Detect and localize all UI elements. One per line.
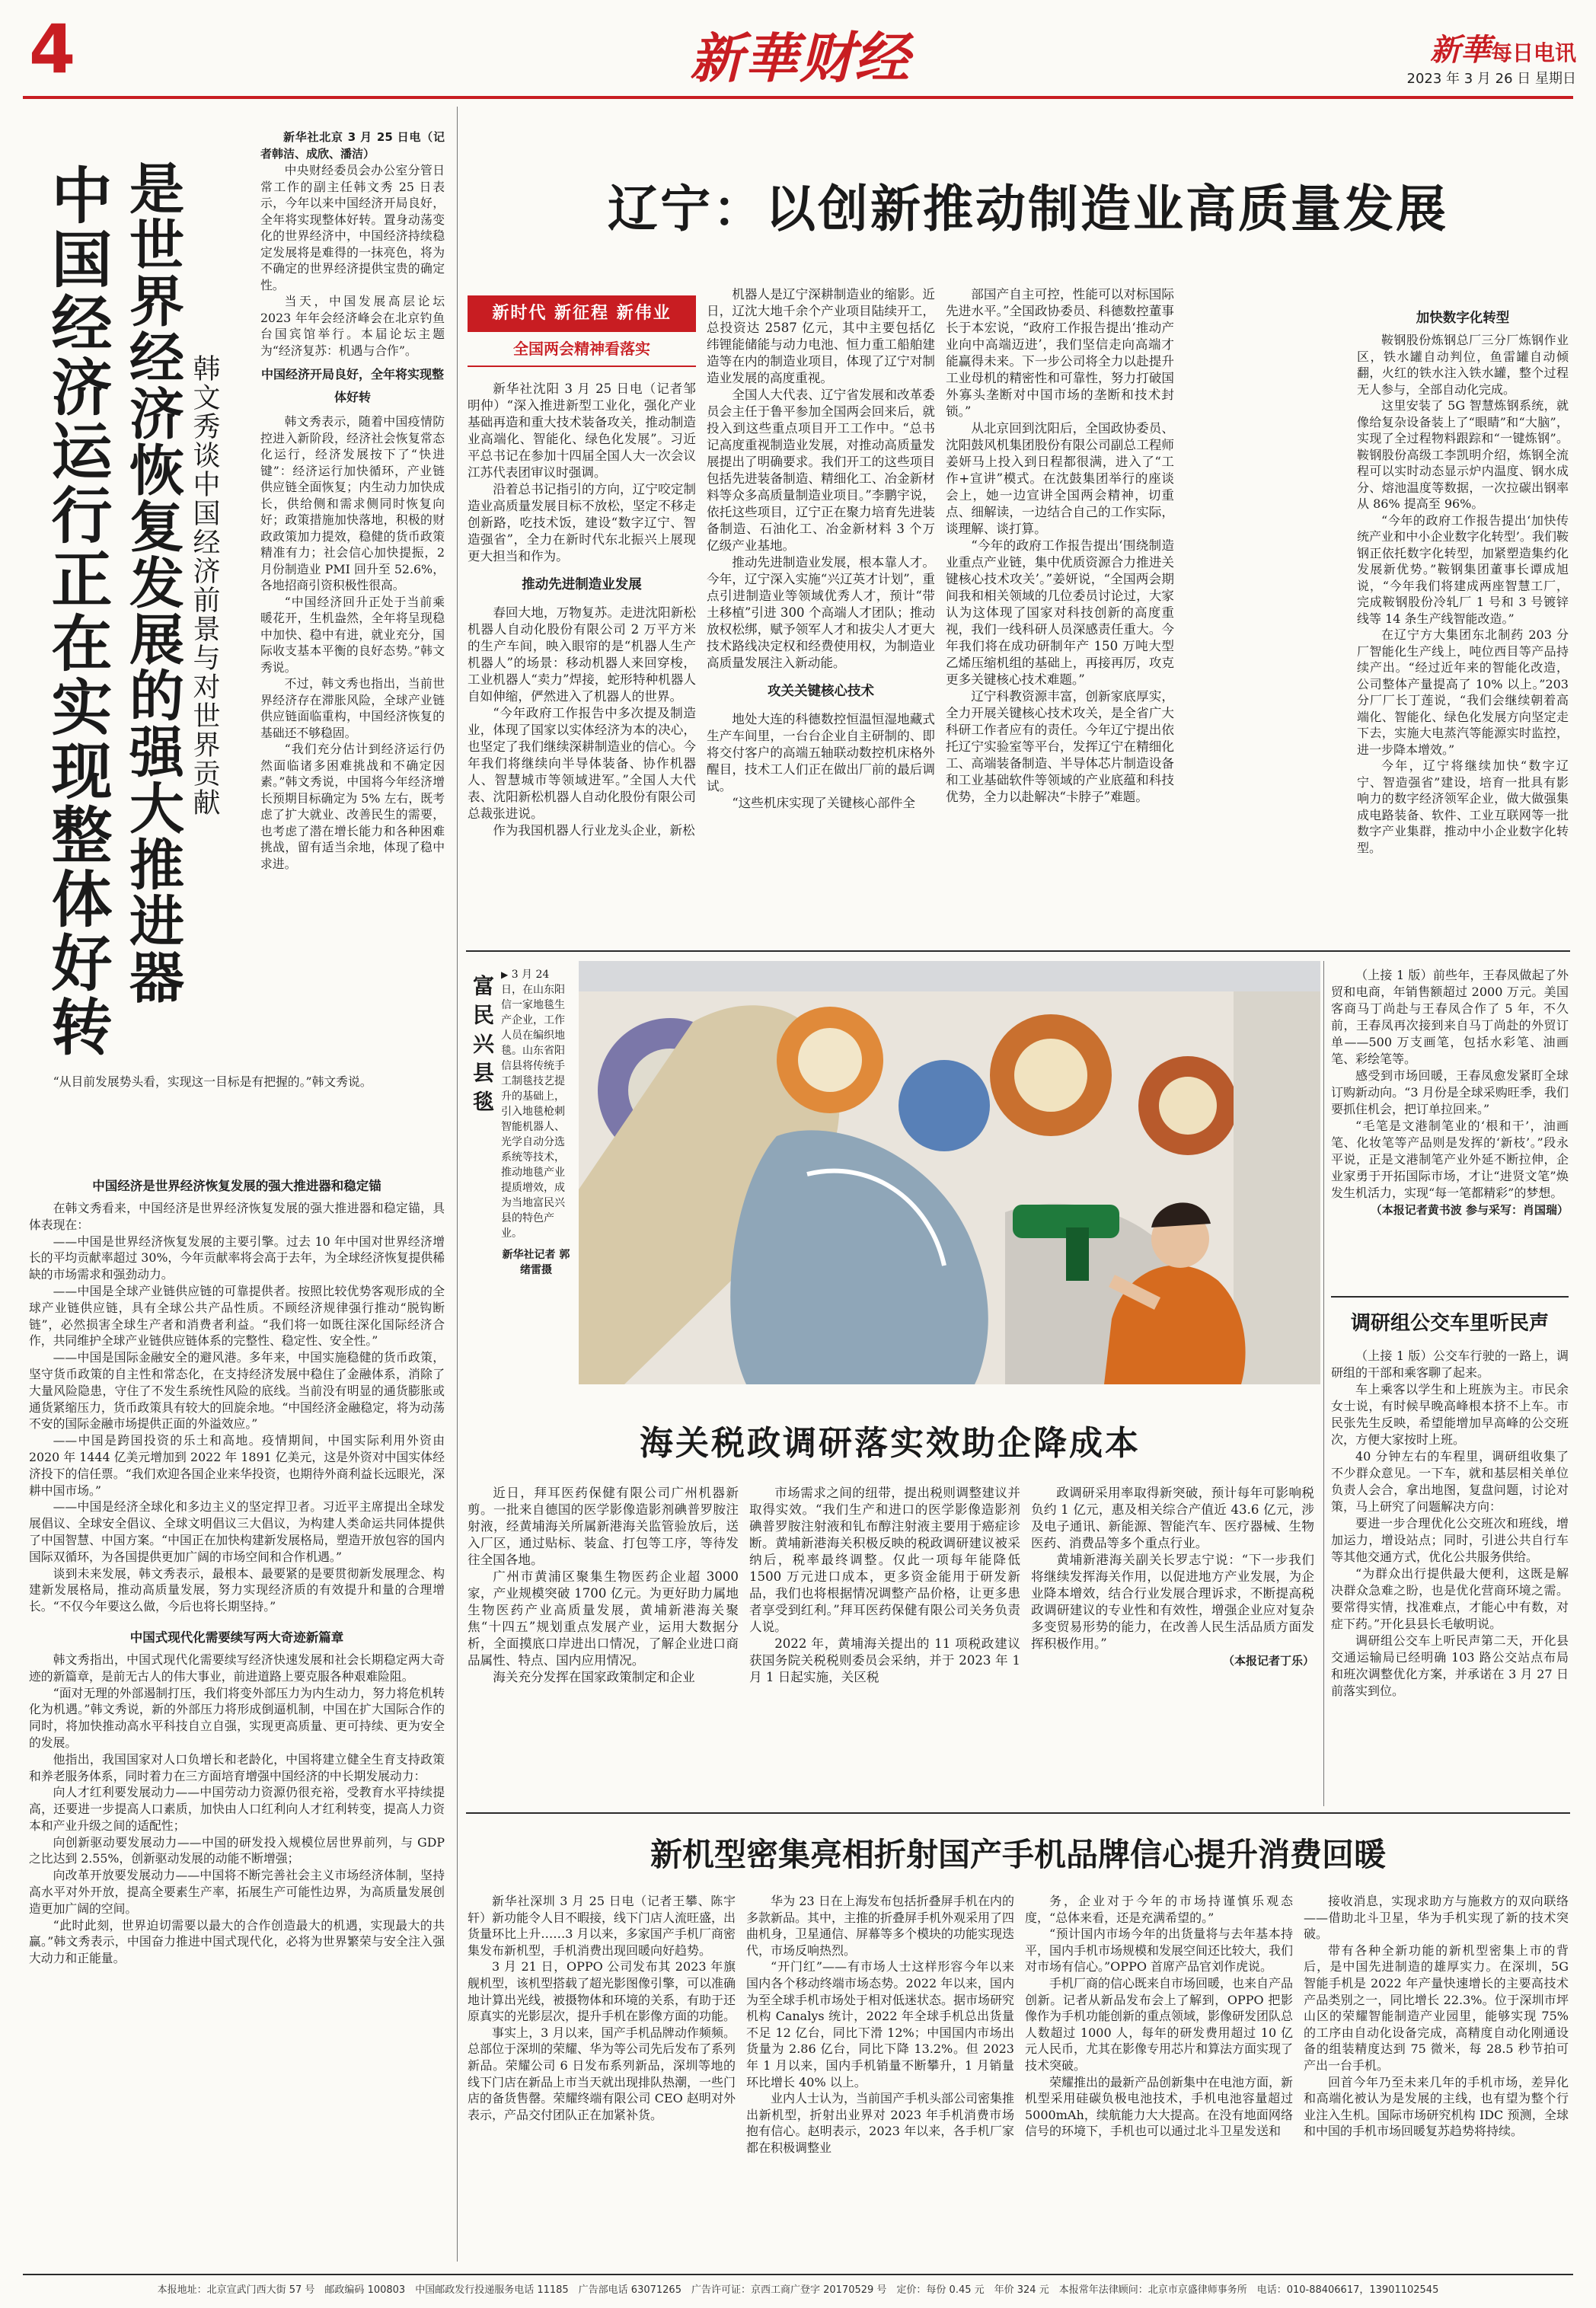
paragraph: ——中国是跨国投资的乐土和高地。疫情期间，中国实际利用外资由 2020 年 1444 亿美元增加到 2022 年 1891 亿美元，这是外资对中国实体经济投下的信任票。“我们欢迎各国企业来华投资，也期待外商利益长远眼光，深耕中国市场。”	[29, 1433, 445, 1498]
paragraph: 3 月 21 日，OPPO 公司发布其 2023 年旗舰机型，该机型搭载了超光影图像引擎，可以准确地计算出光线，被摄物体和环境的关系，有助于还原真实的光影层次，提升手机在影像方面的功能。	[468, 1959, 736, 2024]
paragraph: “从目前发展势头看，实现这一目标是有把握的。”韩文秀说。	[53, 1074, 372, 1089]
paragraph: 推动先进制造业发展，根本靠人才。今年，辽宁深入实施“兴辽英才计划”，重点引进制造业等领域优秀人才，预计“带土移植”引进 300 个高端人才团队；推动放权松绑，赋予领军人才和拔尖人才更大技术路线决定权和经费使用权，为制造业高质量发展注入新动能。	[707, 555, 935, 670]
photo-caption-title: 富民兴县毯	[470, 975, 495, 1119]
lead-title-main: 中国经济运行正在实现整体好转	[41, 164, 113, 1059]
paragraph: 要进一步合理优化公交班次和班线，增加运力，增设站点；同时，引进公共自行车等其他交通方式，优化公共服务供给。	[1331, 1516, 1569, 1564]
paragraph: 当天，中国发展高层论坛 2023 年年会经济峰会在北京钓鱼台国宾馆举行。本届论坛主题为“经济复苏：机遇与合作”。	[260, 294, 445, 358]
brand	[1348, 26, 1576, 87]
paragraph: 鞍钢股份炼钢总厂三分厂炼钢作业区，铁水罐自动判位，鱼雷罐自动倾翻，火红的铁水注入铁水罐，整个过程无人参与，全部自动化完成。	[1357, 333, 1569, 397]
customs-column-2	[749, 1485, 1020, 1805]
customs-title: 海关税政调研落实效助企降成本	[640, 1424, 1141, 1463]
paragraph: （上接 1 版）前些年，王春凤做起了外贸和电商，年销售额超过 2000 万元。美国客商马丁尚赴与王春凤合作了 5 年，不久前，王春凤再次接到来自马丁尚赴的外贸订单——500 万支画笔，包括水彩笔、油画笔、彩绘笔等。	[1331, 968, 1569, 1066]
paragraph: “此时此刻，世界迫切需要以最大的合作创造最大的机遇，实现最大的共赢。”韩文秀表示，中国奋力推进中国式现代化，必将为世界繁荣与安全注入强大动力和正能量。	[29, 1917, 445, 1966]
bus-story	[1331, 1348, 1569, 1805]
paragraph: “预计国内市场今年的出货量将与去年基本持平，国内手机市场规模和发展空间还比较大，我们对市场有信心。”OPPO 首席产品官刘作虎说。	[1025, 1927, 1293, 1974]
paragraph: “开门红”——有市场人士这样形容今年以来国内各个移动终端市场态势。2022 年以来，国内为至全球手机市场处于相对低迷状态。据市场研究机构 Canalys 统计，2022 年全球手机总出货量不足 12 亿台，同比下滑 12%；中国国内市场出货量为 2.86 亿台，同比下降 13.2%。但 2023 年 1 月以来，国内手机销量不断攀升，1 月销量环比增长 40% 以上。	[746, 1959, 1014, 2089]
lead-deck: 韩文秀谈中国经济前景与对世界贡献	[189, 354, 220, 817]
liaoning-subhead-3: 加快数字化转型	[1416, 311, 1510, 326]
masthead-section: 财经	[799, 25, 909, 90]
phones-column-3	[1025, 1893, 1293, 2266]
paragraph: 作为我国机器人行业龙头企业，新松	[493, 823, 695, 838]
paragraph: “这些机床实现了关键核心部件全	[732, 796, 915, 810]
liaoning-column-1	[468, 381, 696, 929]
paragraph: 从北京回到沈阳后，全国政协委员、沈阳鼓风机集团股份有限公司副总工程师姜妍马上投入到日程都很满，进入了“工作+宣讲”模式。在沈鼓集团举行的座谈会上，她一边宣讲全国两会精神，切重点、细解读，一边结合自己的工作实际，谈理解、谈打算。	[946, 421, 1174, 536]
paragraph: 黄埔新港海关副关长罗志宁说：“下一步我们将继续发挥海关作用，以促进地方产业发展，为企业降本增效，结合行业发展合理诉求，不断提高税政调研建议的专业性和有效性，增强企业应对复杂多变贸易形势的能力，在改善人民生活品质方面发挥积极作用。”	[1031, 1553, 1314, 1651]
phones-column-2	[746, 1893, 1014, 2266]
paragraph: （上接 1 版）公交车行驶的一路上，调研组的干部和乘客聊了起来。	[1331, 1349, 1569, 1380]
lead-subhead-2: 中国经济是世界经济恢复发展的强大推进器和稳定锚	[92, 1179, 381, 1193]
column-divider	[457, 107, 458, 2262]
section-rule-2	[466, 1812, 1570, 1814]
liaoning-column-3	[946, 286, 1174, 931]
paragraph: 在韩文秀看来，中国经济是世界经济恢复发展的强大推进器和稳定锚，具体表现在：	[29, 1201, 445, 1232]
paragraph: 新华社深圳 3 月 25 日电（记者王攀、陈宇轩）新功能令人目不暇接，线下门店人流旺盛，出货量环比上升……3 月以来，多家国产手机厂商密集发布新机型，手机消费出现回暖向好趋势。	[468, 1894, 736, 1958]
liaoning-column-4-text	[1357, 305, 1569, 929]
phones-column-1	[468, 1893, 736, 2266]
carpet-photo	[579, 961, 1320, 1384]
footer-rule	[23, 2274, 1573, 2275]
paragraph: 不过，韩文秀也指出，当前世界经济存在滞胀风险，全球产业链供应链面临重构，中国经济恢复的基础还不够稳固。	[260, 676, 445, 740]
footer: 本报地址：北京宣武门西大街 57 号 邮政编码 100803 中国邮政发行投递服务电话 11185 广告部电话 63071265 广告许可证：京西工商广登字 20170529 号 定价：每份 0.45 元 年价 324 元 本报常年法律顾问：北京市京盛律师事务所 电话：010-88406617，13901102545	[157, 2284, 1439, 2296]
section-rule	[466, 950, 1570, 952]
paragraph: 业内人士认为，当前国产手机头部公司密集推出新机型，折射出业界对 2023 年手机消费市场抱有信心。赵明表示，2023 年以来，各手机厂家都在积极调整业	[746, 2091, 1014, 2155]
badge-line-1: 新时代 新征程 新伟业	[468, 295, 696, 332]
lead-title-sub: 是世界经济恢复发展的强大推进器	[120, 160, 185, 1005]
paragraph: 事实上，3 月以来，国产手机品牌动作频频。总部位于深圳的荣耀、华为等公司先后发布了系列新品。荣耀公司 6 日发布系列新品，深圳等地的线下门店在新品上市当天就出现排队热潮，一些门店的备货售罄。荣耀终端有限公司 CEO 赵明对外表示，产品交付团队正在加紧补货。	[468, 2025, 736, 2122]
paragraph: 带有各种全新功能的新机型密集上市的背后，是中国先进制造的雄厚实力。在深圳，5G 智能手机是 2022 年产量快速增长的主要高技术产品类别之一，同比增长 22.3%。位于深圳市坪山区的荣耀智能制造产业园里，能够实现 75% 的工序由自动化设备完成，高精度自动化刚通设备的组装精度达到 75 微米，每 28.5 秒节拍可产出一台手机。	[1304, 1942, 1569, 2073]
paragraph: “为群众出行提供最大便利，这既是解决群众急难之盼，也是优化营商环境之需。要常得实情，找准难点，才能心中有数，对症下药。”开化县县长毛敏明说。	[1331, 1566, 1569, 1631]
bus-rule	[1331, 1296, 1569, 1298]
lead-column-spill	[29, 1074, 445, 1173]
paragraph: 全国人大代表、辽宁省发展和改革委员会主任于鲁平参加全国两会回来后，就投入到这些重点项目开工工作中。“总书记高度重视制造业发展，对推动高质量发展提出了明确要求。我们开工的这些项目包括先进装备制造、精细化工、冶金新材料等众多高质量制造业项目。”李鹏宇说，依托这些项目，辽宁正在聚力培育先进装备制造、石油化工、冶金新材料 3 个万亿级产业基地。	[707, 388, 935, 553]
paragraph: 新华社沈阳 3 月 25 日电（记者邹明仲）“深入推进新型工业化，强化产业基础再造和重大技术装备攻关，推动制造业高端化、智能化、绿色化发展”。习近平总书记在参加十四届全国人大一次会议江苏代表团审议时强调。	[468, 381, 696, 480]
paragraph: 地处大连的科德数控恒温恒湿地藏式生产车间里，一台台企业自主研制的、即将交付客户的高端五轴联动数控机床格外醒目，技术工人们正在做出厂前的最后调试。	[707, 712, 935, 793]
brand-script: 新華	[1429, 32, 1491, 68]
liaoning-column-2	[707, 286, 935, 931]
bus-title: 调研组公交车里听民声	[1350, 1312, 1549, 1335]
liaoning-title: 辽宁：以创新推动制造业高质量发展	[608, 180, 1448, 238]
paragraph: 春回大地，万物复苏。走进沈阳新松机器人自动化股份有限公司 2 万平方米的生产车间，映入眼帘的是“机器人生产机器人”的场景：移动机器人来回穿梭，工业机器人“卖力”焊接，蛇形特种机器人自如伸缩，俨然进入了机器人的世界。	[468, 605, 696, 704]
bus-divider	[1323, 961, 1324, 1806]
paragraph: 2022 年，黄埔海关提出的 11 项税政建议获国务院关税税则委员会采纳，并于 2023 年 1 月 1 日起实施，关区税	[749, 1636, 1020, 1684]
lead-column-right	[260, 129, 445, 1070]
paragraph: “中国经济回升正处于当前乘暖花开，生机盎然，全年将呈现稳中加快、稳中有进，就业充分，国际收支基本平衡的良好态势。”韩文秀说。	[260, 594, 445, 675]
caption-arrow-icon: ▶	[501, 969, 509, 980]
paragraph: 40 分钟左右的车程里，调研组收集了不少群众意见。一下车，就和基层相关单位负责人会合，拿出地图，复盘问题，讨论对策，马上研究了问题解决方向：	[1331, 1449, 1569, 1514]
masthead-script: 新華	[689, 27, 800, 90]
paragraph: 部国产自主可控，性能可以对标国际先进水平。”全国政协委员、科德数控董事长于本宏说，“政府工作报告提出‘推动产业向中高端迈进’，我们坚信走向高端才能赢得未来。下一步公司将全力以赴提升工业母机的精密性和可靠性，努力打破国外寡头垄断对中国市场的垄断和技术封锁。”	[946, 287, 1174, 419]
photo-caption	[501, 967, 571, 1393]
paragraph: 机器人是辽宁深耕制造业的缩影。近日，辽沈大地千余个产业项目陆续开工，总投资达 2587 亿元，其中主要包括亿纬锂能储能与动力电池、恒力重工船舶建造等在内的制造业项目，体现了辽宁对制造业发展的高度重视。	[707, 287, 935, 385]
carpet-byline: （本报记者黄书波 参与采写：肖国瑞）	[1370, 1203, 1569, 1217]
paragraph: 在辽宁方大集团东北制药 203 分厂智能化生产线上，吨位西目等产品持续产出。“经过近年来的智能化改造，公司整体产量提高了 10% 以上。”203 分厂厂长丁莲说，“我们会继续朝着高端化、智能化、绿色化发展方向坚定走下去，实施大电蒸汽等能源实时监控，进一步降本增效。”	[1357, 627, 1569, 757]
paragraph: 中央财经委员会办公室分管日常工作的副主任韩文秀 25 日表示，今年以来中国经济开局良好，全年将实现整体好转。置身动荡变化的世界经济中，中国经济持续稳定发展将是难得的一抹亮色，将为不确定的世界经济提供宝贵的确定性。	[260, 163, 445, 292]
paragraph: “毛笔是文港制笔业的‘根和干’，油画笔、化妆笔等产品则是发挥的‘新枝’。”段永平说，正是文港制笔产业外延不断拉伸，企业家勇于开拓国际市场，才让“进贤文笔”焕发生机活力，实现“每一笔都精彩”的梦想。	[1331, 1119, 1569, 1200]
brand-sub: 每日电讯	[1490, 40, 1576, 65]
header-rule	[23, 96, 1573, 99]
paragraph: 政调研采用率取得新突破，预计每年可影响税负约 1 亿元，惠及相关综合产值近 43.6 亿元，涉及电子通讯、新能源、智能汽车、医疗器械、生物医药、消费品等多个重点行业。	[1031, 1486, 1314, 1550]
liaoning-subhead-1: 推动先进制造业发展	[522, 577, 642, 592]
carpet-photo-svg	[579, 961, 1320, 1384]
paragraph: 感受到市场回暖，王春凤愈发紧盯全球订购新动向。“3 月份是全球采购旺季，我们要抓住机会，把订单拉回来。”	[1331, 1068, 1569, 1116]
paragraph: 回首今年乃至未来几年的手机市场，差异化和高端化被认为是发展的主线，也有望为整个行业注入生机。国际市场研究机构 IDC 预测，全球和中国的手机市场回暖复苏趋势将持续。	[1304, 2074, 1569, 2139]
customs-byline: （本报记者丁乐）	[1222, 1654, 1314, 1668]
paragraph: 调研组公交车上听民声第二天，开化县交通运输局已经明确 103 路公交站点布局和班次调整优化方案，并承诺在 3 月 27 日前落实到位。	[1331, 1633, 1569, 1698]
paragraph: 华为 23 日在上海发布包括折叠屏手机在内的多款新品。其中，主推的折叠屏手机外观采用了四曲机身，卫星通信、屏幕等多个模块的功能实现迭代，市场反响热烈。	[746, 1894, 1014, 1958]
customs-column-3	[1031, 1485, 1314, 1805]
lead-column-lower	[29, 1173, 445, 2269]
paragraph: 向创新驱动要发展动力——中国的研发投入规模位居世界前列，与 GDP 之比达到 2.55%，创新驱动发展的动能不断增强；	[29, 1834, 445, 1866]
paragraph: 谈到未来发展，韩文秀表示，最根本、最要紧的是要贯彻新发展理念、构建新发展格局，推动高质量发展，努力实现经济质的有效提升和量的合理增长。“不仅今年要这么做，今后也将长期坚持。”	[29, 1566, 445, 1614]
paragraph: 这里安装了 5G 智慧炼钢系统，就像给复杂设备装上了“眼睛”和“大脑”，实现了全过程物料跟踪和“一键炼钢”。鞍钢股份高级工李凯明介绍，炼钢全流程可以实时动态显示炉内温度、钢水成分、熔池温度等数据，一次拉碳出钢率从 86% 提高至 96%。	[1357, 398, 1569, 511]
page-number: 4	[29, 10, 76, 88]
paragraph: ——中国是全球产业链供应链的可靠提供者。按照比较优势客观形成的全球产业链供应链，具有全球公共产品性质。不顾经济规律强行推动“脱钩断链”，必然损害全球生产者和消费者利益。“我们将一如既往深化国际经济合作，共同维护全球产业链供应链体系的完整性、稳定性、安全性。”	[29, 1283, 445, 1349]
lead-dateline: 新华社北京 3 月 25 日电（记者韩洁、成欣、潘洁）	[260, 130, 445, 161]
photo-credit: 新华社记者 郭绪雷摄	[502, 1249, 570, 1276]
paragraph: ——中国是国际金融安全的避风港。多年来，中国实施稳健的货币政策，坚守货币政策的自主性和常态化，在支持经济发展中稳住了金融体系，消除了大量风险隐患，守住了不发生系统性风险的底线。当前没有明显的通货膨胀或通货紧缩压力，货币政策具有较大的回旋余地。“中国经济金融稳定，将为动荡不安的国际金融市场提供正面的外溢效应。”	[29, 1350, 445, 1432]
paragraph: ——中国是世界经济恢复发展的主要引擎。过去 10 年中国对世界经济增长的平均贡献率超过 30%，今年贡献率将会高于去年，为全球经济恢复提供稀缺的市场需求和强劲动力。	[29, 1234, 445, 1282]
phones-column-4	[1304, 1893, 1569, 2266]
paragraph: 近日，拜耳医药保健有限公司广州机器新剪。一批来自德国的医学影像造影剂碘普罗胺注射液，经黄埔海关所属新港海关监管验放后，送入厂区，通过贴标、装盒、打包等工序，等待发往全国各地。	[468, 1486, 739, 1567]
caption-text: 3 月 24 日，在山东阳信一家地毯生产企业，工作人员在编织地毯。山东省阳信县将传统手工制毯技艺提升的基础上，引入地毯枪刺智能机器人、光学自动分选系统等技术，推动地毯产业提质增效，成为当地富民兴县的特色产业。	[501, 969, 565, 1240]
paragraph: 今年，辽宁将继续加快“数字辽宁、智造强省”建设，培育一批具有影响力的数字经济领军企业，做大做强集成电路装备、软件、工业互联网等一批数字产业集群，推动中小企业数字化转型。	[1357, 758, 1569, 855]
liaoning-subhead-2: 攻关关键核心技术	[768, 684, 874, 699]
paragraph: 向改革开放要发展动力——中国将不断完善社会主义市场经济体制，坚持高水平对外开放，提高全要素生产率，拓展生产可能性边界，为高质量发展创造更加广阔的空间。	[29, 1868, 445, 1916]
paragraph: “今年政府工作报告中多次提及制造业，体现了国家以实体经济为本的决心，也坚定了我们继续深耕制造业的信心。今年我们将继续向半导体装备、协作机器人、智慧城市等领域进军。”全国人大代表、沈阳新松机器人自动化股份有限公司总裁张进说。	[468, 706, 696, 821]
paragraph: 市场需求之间的纽带，提出税则调整建议并取得实效。“我们生产和进口的医学影像造影剂碘普罗胺注射液和钆布醇注射液主要用于癌症诊断。黄埔新港海关积极反映的税政调研建议被采纳后，税率最终调整。仅此一项每年能降低 1500 万元进口成本，更多资金能用于研发新品，我们也将根据情况调整产品价格，让更多患者享受到红利。”拜耳医药保健有限公司关务负责人说。	[749, 1486, 1020, 1634]
paragraph: 海关充分发挥在国家政策制定和企业	[493, 1670, 695, 1684]
paragraph: 荣耀推出的最新产品创新集中在电池方面，新机型采用硅碳负极电池技术，手机电池容量超过 5000mAh，续航能力大大提高。在没有地面网络信号的环境下，手机也可以通过北斗卫星发送和	[1025, 2074, 1293, 2139]
paragraph: “面对无理的外部遏制打压，我们将变外部压力为内生动力，努力将危机转化为机遇。”韩文秀说，新的外部压力将形成倒逼机制，中国在扩大国际合作的同时，将加快推动高水平科技自立自强，实现更高质量、更可持续、更为安全的发展。	[29, 1685, 445, 1750]
phones-title: 新机型密集亮相折射国产手机品牌信心提升消费回暖	[650, 1836, 1386, 1873]
carpet-story	[1331, 967, 1569, 1294]
paragraph: 沿着总书记指引的方向，辽宁咬定制造业高质量发展目标不放松，坚定不移走创新路，吃技术饭，建设“数字辽宁、智造强省”，全力在新时代东北振兴上展现更大担当和作为。	[468, 482, 696, 563]
paragraph: ——中国是经济全球化和多边主义的坚定捍卫者。习近平主席提出全球发展倡议、全球安全倡议、全球文明倡议三大倡议，为构建人类命运共同体提供了中国智慧、中国方案。“中国正在加快构建新发展格局，塑造开放包容的国内国际双循环，为各国提供更加广阔的市场空间和合作机遇。”	[29, 1499, 445, 1564]
paragraph: 他指出，我国国家对人口负增长和老龄化，中国将建立健全生育支持政策和养老服务体系，同时着力在三方面培育增强中国经济的中长期发展动力：	[29, 1751, 445, 1783]
paragraph: 接收消息，实现求助方与施救方的双向联络——借助北斗卫星，华为手机实现了新的技术突破。	[1304, 1894, 1569, 1942]
customs-column-1	[468, 1485, 739, 1805]
masthead	[632, 14, 967, 97]
paragraph: 辽宁科教资源丰富，创新家底厚实，全力开展关键核心技术攻关，是全省广大科研工作者应有的责任。今年辽宁提出依托辽宁实验室等平台，发挥辽宁在精细化工、高端装备制造、半导体芯片制造设备和工业基础软件等领域的产业底蕴和科技优势，全力以赴解决“卡脖子”难题。	[946, 689, 1174, 804]
badge-line-2: 全国两会精神看落实	[468, 332, 696, 367]
paragraph: “我们充分估计到经济运行仍然面临诸多困难挑战和不确定因素。”韩文秀说，中国将今年经济增长预期目标确定为 5% 左右，既考虑了扩大就业、改善民生的需要，也考虑了潜在增长能力和各种困难挑战，留有适当余地，体现了稳中求进。	[260, 742, 445, 871]
paragraph: “今年的政府工作报告提出‘加快传统产业和中小企业数字化转型’。我们鞍钢正依托数字化转型，加紧塑造集约化发展新优势。”鞍钢集团董事长谭成旭说，“今年我们将建成两座智慧工厂，完成鞍钢股份冷轧厂 1 号和 3 号镀锌线等 14 条生产线智能改造。”	[1357, 512, 1569, 626]
lead-subhead-1: 中国经济开局良好，全年将实现整体好转	[260, 367, 444, 404]
paragraph: 手机厂商的信心既来自市场回暖，也来自产品创新。记者从新品发布会上了解到，OPPO 把影像作为手机功能创新的重点领域，影像研发团队总人数超过 1000 人，每年的研发费用超过 10 亿元人民币，尤其在影像专用芯片和算法方面实现了技术突破。	[1025, 1975, 1293, 2073]
paragraph: 韩文秀指出，中国式现代化需要续写经济快速发展和社会长期稳定两大奇迹的新篇章，是前无古人的伟大事业，前进道路上要克服各种艰难险阻。	[29, 1652, 445, 1684]
paragraph: 车上乘客以学生和上班族为主。市民余女士说，有时候早晚高峰根本挤不上车。市民张先生反映，希望能增加早高峰的公交班次，方便大家按时上班。	[1331, 1382, 1569, 1447]
paragraph: 广州市黄浦区聚集生物医药企业超 3000 家，产业规模突破 1700 亿元。为更好助力属地生物医药产业高质量发展，黄埔新港海关聚焦“十四五”规划重点发展产业，运用大数据分析，全面摸底口岸进出口情况，了解企业进口商品属性、特点、国内应用情况。	[468, 1569, 739, 1668]
paragraph: 务，企业对于今年的市场持谨慎乐观态度，“总体来看，还是充满希望的。”	[1025, 1894, 1293, 1925]
issue-date: 2023 年 3 月 26 日 星期日	[1406, 71, 1576, 87]
paragraph: 向人才红利要发展动力——中国劳动力资源仍很充裕，受教育水平持续提高，还要进一步提高人口素质，加快由人口红利向人才红利转变，提高人力资本和产业升级之间的适配性；	[29, 1785, 445, 1833]
paragraph: “今年的政府工作报告提出‘围绕制造业重点产业链，集中优质资源合力推进关键核心技术攻关’。”姜妍说，“全国两会期间我和相关领域的几位委员讨论过，大家认为这体现了国家对科技创新的高度重视，我们一线科研人员深感责任重大。今年我们将在成功研制年产 150 万吨大型乙烯压缩机组的基础上，再接再厉，攻克更多关键核心技术难题。”	[946, 538, 1174, 687]
paragraph: 韩文秀表示，随着中国疫情防控进入新阶段，经济社会恢复常态化运行，经济发展按下了“快进键”：经济运行加快循环，产业链供应链全面恢复；内生动力加快成长，供给侧和需求侧同时恢复向好；政策措施加快落地，积极的财政政策加力提效，稳健的货币政策精准有力；社会信心加快提振，2 月份制造业 PMI 回升至 52.6%，各地招商引资积极性很高。	[260, 414, 445, 592]
liaoning-badge	[468, 295, 696, 372]
lead-subhead-3: 中国式现代化需要续写两大奇迹新篇章	[129, 1630, 344, 1645]
